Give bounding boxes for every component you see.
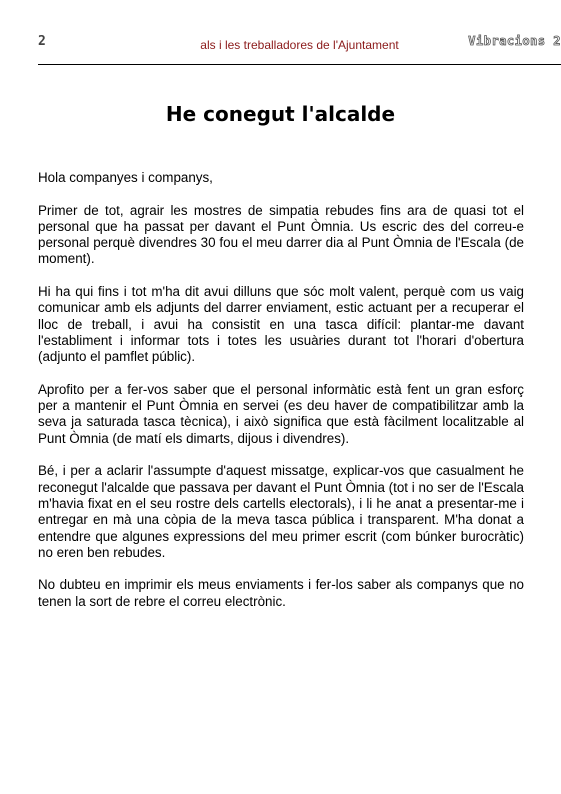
page-number: 2 — [38, 34, 47, 49]
paragraph-greeting: Hola companyes i companys, — [38, 170, 213, 185]
paragraph: Aprofito per a fer-vos saber que el personal informàtic està fent un gran esforç per a mantenir el Punt Òmnia en servei (es deu haver de compatibilitzar amb la seva ja saturada tasca tècnica), i això significa que està fàcilment localitzable al Punt Òmnia (de matí els dimarts, dijous i divendres). — [38, 381, 524, 446]
paragraph: Bé, i per a aclarir l'assumpte d'aquest missatge, explicar-vos que casualment he reconegut l'alcalde que passava per davant el Punt Òmnia (tot i no ser de l'Escala m'havia fixat en el seu rostre dels cartells electorals), i li he anat a presentar-me i entregar en mà una còpia de la meva tasca pública i transparent. M'ha donat a entendre que algunes expressions del meu primer escrit (com búnker burocràtic) no eren ben rebudes. — [38, 463, 524, 560]
article-title: He conegut l'alcalde — [165, 102, 396, 126]
publication-name: Vibracions 2 — [468, 34, 561, 48]
header-subtitle: als i les treballadores de l'Ajuntament — [200, 38, 399, 52]
paragraph: Primer de tot, agrair les mostres de simpatia rebudes fins ara de quasi tot el personal que ha passat per davant el Punt Òmnia. Us escric des del correu-e personal perquè divendres 30 fou el meu darrer dia al Punt Òmnia de l'Escala (de moment). — [38, 202, 524, 267]
page-header — [38, 34, 561, 65]
paragraph-closing: No dubteu en imprimir els meus enviaments i fer-los saber als companys que no tenen la sort de rebre el correu electrònic. — [38, 577, 524, 609]
article-body — [38, 170, 524, 626]
paragraph: Hi ha qui fins i tot m'ha dit avui dilluns que sóc molt valent, perquè com us vaig comunicar amb els adjunts del darrer enviament, estic actuant per a recuperar el lloc de treball, i avui ha consistit en una tasca difícil: plantar-me davant l'establiment i informar tots i totes les usuàries durant tot l'horari d'obertura (adjunto el pamflet públic). — [38, 284, 524, 365]
